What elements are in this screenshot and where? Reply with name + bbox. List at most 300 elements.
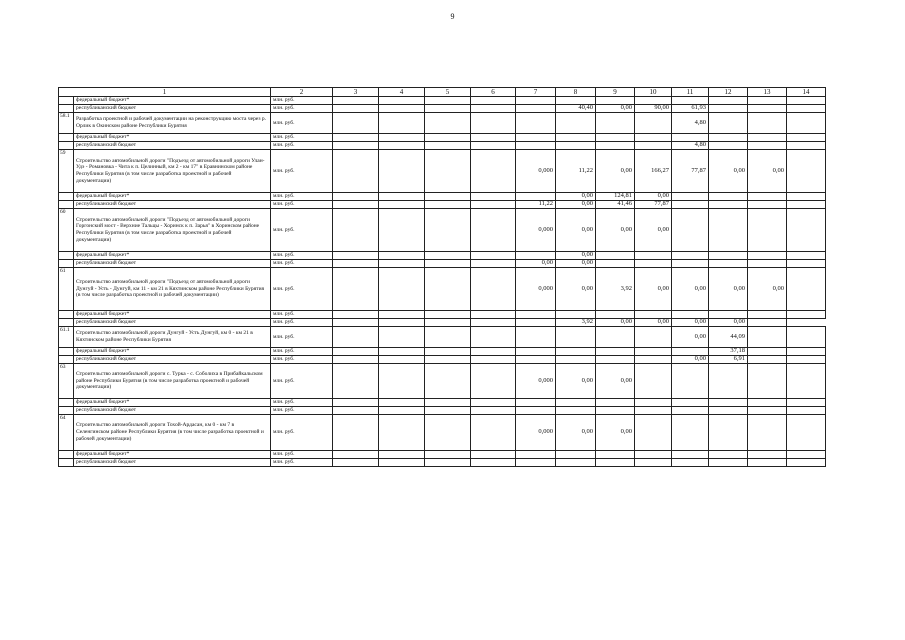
value-cell bbox=[672, 193, 709, 201]
value-cell bbox=[379, 319, 425, 327]
value-cell: 0,00 bbox=[556, 193, 596, 201]
value-cell bbox=[787, 134, 826, 142]
value-cell bbox=[635, 348, 672, 356]
value-cell: 0,00 bbox=[672, 268, 709, 311]
value-cell bbox=[471, 327, 516, 348]
value-cell bbox=[425, 209, 471, 252]
value-cell bbox=[748, 459, 787, 467]
row-number-cell: 64 bbox=[59, 415, 74, 451]
value-cell: 0,00 bbox=[672, 356, 709, 364]
value-cell bbox=[516, 311, 556, 319]
unit-cell: млн. руб. bbox=[271, 415, 333, 451]
value-cell bbox=[333, 348, 379, 356]
value-cell bbox=[787, 150, 826, 193]
unit-cell: млн. руб. bbox=[271, 201, 333, 209]
value-cell bbox=[333, 319, 379, 327]
value-cell: 11,22 bbox=[556, 150, 596, 193]
description-cell: республиканский бюджет bbox=[74, 201, 271, 209]
column-header: 13 bbox=[748, 88, 787, 97]
value-cell bbox=[425, 260, 471, 268]
row-number-cell bbox=[59, 260, 74, 268]
value-cell: 0,00 bbox=[556, 201, 596, 209]
column-header: 3 bbox=[333, 88, 379, 97]
row-number-cell bbox=[59, 319, 74, 327]
table-row bbox=[59, 209, 826, 252]
value-cell bbox=[516, 407, 556, 415]
value-cell: 0,00 bbox=[672, 319, 709, 327]
value-cell bbox=[425, 356, 471, 364]
value-cell bbox=[425, 415, 471, 451]
value-cell bbox=[379, 311, 425, 319]
value-cell bbox=[787, 268, 826, 311]
unit-cell: млн. руб. bbox=[271, 348, 333, 356]
unit-cell: млн. руб. bbox=[271, 356, 333, 364]
row-number-cell: 63 bbox=[59, 364, 74, 399]
value-cell bbox=[709, 415, 748, 451]
unit-cell: млн. руб. bbox=[271, 150, 333, 193]
table-row bbox=[59, 451, 826, 459]
value-cell bbox=[425, 348, 471, 356]
value-cell bbox=[425, 451, 471, 459]
value-cell bbox=[425, 327, 471, 348]
value-cell bbox=[672, 97, 709, 105]
value-cell bbox=[379, 399, 425, 407]
value-cell: 0,00 bbox=[596, 319, 635, 327]
value-cell bbox=[709, 364, 748, 399]
value-cell bbox=[748, 364, 787, 399]
value-cell bbox=[556, 348, 596, 356]
value-cell bbox=[748, 311, 787, 319]
value-cell bbox=[333, 268, 379, 311]
row-number-cell bbox=[59, 459, 74, 467]
row-number-cell bbox=[59, 407, 74, 415]
value-cell bbox=[709, 311, 748, 319]
value-cell bbox=[709, 134, 748, 142]
value-cell bbox=[556, 142, 596, 150]
value-cell bbox=[556, 356, 596, 364]
row-number-cell bbox=[59, 134, 74, 142]
value-cell bbox=[787, 399, 826, 407]
value-cell bbox=[748, 356, 787, 364]
row-number-cell: 61 bbox=[59, 268, 74, 311]
value-cell bbox=[471, 399, 516, 407]
column-header: 11 bbox=[672, 88, 709, 97]
value-cell bbox=[516, 105, 556, 113]
value-cell bbox=[709, 260, 748, 268]
value-cell bbox=[672, 399, 709, 407]
value-cell bbox=[709, 113, 748, 134]
value-cell bbox=[787, 201, 826, 209]
value-cell bbox=[471, 252, 516, 260]
value-cell bbox=[596, 356, 635, 364]
value-cell bbox=[748, 415, 787, 451]
row-number-cell bbox=[59, 348, 74, 356]
description-cell: Строительство автомобильной дороги "Подъезд от автомобильной дороги Горгонский мост - Верхние Тальцы - Хоринск к п. Зарья" в Хоринском районе Республики Бурятия (в том числе разработка проектной и рабочей документации) bbox=[74, 209, 271, 252]
row-number-cell: 61.1 bbox=[59, 327, 74, 348]
value-cell bbox=[672, 260, 709, 268]
value-cell bbox=[333, 252, 379, 260]
value-cell bbox=[556, 399, 596, 407]
budget-table bbox=[58, 87, 826, 467]
description-cell: федеральный бюджет* bbox=[74, 193, 271, 201]
value-cell bbox=[672, 311, 709, 319]
value-cell bbox=[333, 142, 379, 150]
value-cell bbox=[556, 113, 596, 134]
value-cell bbox=[379, 327, 425, 348]
value-cell bbox=[748, 451, 787, 459]
unit-cell: млн. руб. bbox=[271, 105, 333, 113]
table-row bbox=[59, 319, 826, 327]
column-header: 1 bbox=[59, 88, 271, 97]
value-cell bbox=[556, 97, 596, 105]
value-cell bbox=[471, 201, 516, 209]
value-cell bbox=[596, 348, 635, 356]
value-cell bbox=[333, 209, 379, 252]
row-number-cell bbox=[59, 105, 74, 113]
description-cell: федеральный бюджет* bbox=[74, 97, 271, 105]
value-cell bbox=[748, 209, 787, 252]
column-header: 12 bbox=[709, 88, 748, 97]
value-cell bbox=[635, 459, 672, 467]
unit-cell: млн. руб. bbox=[271, 407, 333, 415]
value-cell: 0,00 bbox=[556, 415, 596, 451]
column-header: 10 bbox=[635, 88, 672, 97]
column-header: 5 bbox=[425, 88, 471, 97]
value-cell: 4,80 bbox=[672, 113, 709, 134]
description-cell: федеральный бюджет* bbox=[74, 134, 271, 142]
value-cell: 0,000 bbox=[516, 364, 556, 399]
value-cell bbox=[635, 415, 672, 451]
value-cell bbox=[635, 252, 672, 260]
value-cell: 3,92 bbox=[556, 319, 596, 327]
unit-cell: млн. руб. bbox=[271, 364, 333, 399]
value-cell bbox=[425, 319, 471, 327]
value-cell bbox=[379, 451, 425, 459]
value-cell bbox=[787, 348, 826, 356]
value-cell bbox=[471, 150, 516, 193]
table-row bbox=[59, 415, 826, 451]
value-cell bbox=[709, 451, 748, 459]
value-cell bbox=[471, 134, 516, 142]
value-cell bbox=[672, 407, 709, 415]
value-cell bbox=[425, 142, 471, 150]
value-cell bbox=[748, 319, 787, 327]
table-header-row bbox=[59, 88, 826, 97]
value-cell bbox=[635, 399, 672, 407]
value-cell: 0,00 bbox=[596, 150, 635, 193]
value-cell bbox=[379, 268, 425, 311]
table-row bbox=[59, 407, 826, 415]
value-cell bbox=[333, 97, 379, 105]
value-cell bbox=[748, 252, 787, 260]
unit-cell: млн. руб. bbox=[271, 451, 333, 459]
value-cell: 0,00 bbox=[635, 268, 672, 311]
value-cell bbox=[379, 150, 425, 193]
value-cell bbox=[596, 260, 635, 268]
column-header: 6 bbox=[471, 88, 516, 97]
value-cell bbox=[471, 319, 516, 327]
value-cell bbox=[471, 209, 516, 252]
row-number-cell: 60 bbox=[59, 209, 74, 252]
value-cell bbox=[787, 311, 826, 319]
value-cell bbox=[333, 113, 379, 134]
value-cell bbox=[672, 364, 709, 399]
table-row bbox=[59, 327, 826, 348]
value-cell: 11,22 bbox=[516, 201, 556, 209]
value-cell bbox=[635, 327, 672, 348]
table-row bbox=[59, 356, 826, 364]
row-number-cell bbox=[59, 356, 74, 364]
value-cell bbox=[379, 134, 425, 142]
unit-cell: млн. руб. bbox=[271, 97, 333, 105]
value-cell bbox=[425, 193, 471, 201]
row-number-cell: 58.1 bbox=[59, 113, 74, 134]
unit-cell: млн. руб. bbox=[271, 113, 333, 134]
table-row bbox=[59, 201, 826, 209]
value-cell bbox=[787, 105, 826, 113]
description-cell: Разработка проектной и рабочей документации на реконструкцию моста через р. Орлик в Окинском районе Республики Бурятия bbox=[74, 113, 271, 134]
value-cell bbox=[425, 97, 471, 105]
value-cell bbox=[333, 150, 379, 193]
value-cell bbox=[672, 201, 709, 209]
value-cell bbox=[635, 311, 672, 319]
value-cell bbox=[748, 399, 787, 407]
value-cell bbox=[425, 252, 471, 260]
value-cell bbox=[787, 364, 826, 399]
row-number-cell: 59 bbox=[59, 150, 74, 193]
value-cell bbox=[471, 97, 516, 105]
description-cell: Строительство автомобильной дороги с. Турка - с. Соболиха в Прибайкальском районе Республики Бурятия (в том числе разработка проектной и рабочей документации) bbox=[74, 364, 271, 399]
value-cell: 0,00 bbox=[748, 150, 787, 193]
value-cell bbox=[787, 407, 826, 415]
value-cell bbox=[556, 327, 596, 348]
value-cell bbox=[635, 134, 672, 142]
table-row bbox=[59, 193, 826, 201]
description-cell: республиканский бюджет bbox=[74, 459, 271, 467]
value-cell bbox=[748, 348, 787, 356]
value-cell bbox=[516, 97, 556, 105]
table-row bbox=[59, 459, 826, 467]
value-cell bbox=[379, 193, 425, 201]
value-cell bbox=[425, 105, 471, 113]
value-cell bbox=[787, 459, 826, 467]
value-cell bbox=[471, 451, 516, 459]
value-cell bbox=[709, 209, 748, 252]
value-cell: 0,000 bbox=[516, 209, 556, 252]
value-cell bbox=[379, 348, 425, 356]
description-cell: Строительство автомобильной дороги Тохой-Ардасан, км 0 - км 7 в Селенгинском районе Республики Бурятия (в том числе разработка проектной и рабочей документации) bbox=[74, 415, 271, 451]
page-number: 9 bbox=[450, 12, 455, 21]
description-cell: республиканский бюджет bbox=[74, 356, 271, 364]
value-cell: 40,40 bbox=[556, 105, 596, 113]
value-cell bbox=[709, 97, 748, 105]
value-cell bbox=[379, 252, 425, 260]
value-cell bbox=[787, 142, 826, 150]
row-number-cell bbox=[59, 97, 74, 105]
value-cell bbox=[333, 105, 379, 113]
value-cell bbox=[709, 399, 748, 407]
value-cell bbox=[748, 134, 787, 142]
value-cell bbox=[787, 356, 826, 364]
description-cell: федеральный бюджет* bbox=[74, 348, 271, 356]
value-cell: 3,92 bbox=[596, 268, 635, 311]
value-cell bbox=[596, 399, 635, 407]
unit-cell: млн. руб. bbox=[271, 399, 333, 407]
value-cell: 0,00 bbox=[709, 150, 748, 193]
value-cell: 0,00 bbox=[596, 364, 635, 399]
value-cell bbox=[379, 209, 425, 252]
row-number-cell bbox=[59, 193, 74, 201]
table-row bbox=[59, 260, 826, 268]
value-cell bbox=[425, 407, 471, 415]
value-cell: 90,00 bbox=[635, 105, 672, 113]
value-cell bbox=[471, 356, 516, 364]
description-cell: федеральный бюджет* bbox=[74, 451, 271, 459]
value-cell: 44,09 bbox=[709, 327, 748, 348]
row-number-cell bbox=[59, 201, 74, 209]
unit-cell: млн. руб. bbox=[271, 193, 333, 201]
value-cell bbox=[471, 113, 516, 134]
column-header: 8 bbox=[556, 88, 596, 97]
value-cell bbox=[748, 201, 787, 209]
value-cell bbox=[748, 113, 787, 134]
value-cell: 6,91 bbox=[709, 356, 748, 364]
value-cell: 0,00 bbox=[516, 260, 556, 268]
value-cell bbox=[379, 356, 425, 364]
value-cell bbox=[333, 451, 379, 459]
value-cell: 166,27 bbox=[635, 150, 672, 193]
row-number-cell bbox=[59, 311, 74, 319]
value-cell bbox=[425, 113, 471, 134]
value-cell bbox=[635, 113, 672, 134]
value-cell bbox=[333, 459, 379, 467]
value-cell: 0,00 bbox=[672, 327, 709, 348]
value-cell bbox=[672, 134, 709, 142]
unit-cell: млн. руб. bbox=[271, 252, 333, 260]
value-cell bbox=[516, 319, 556, 327]
value-cell bbox=[471, 311, 516, 319]
value-cell: 0,00 bbox=[596, 415, 635, 451]
value-cell: 0,00 bbox=[635, 193, 672, 201]
value-cell bbox=[471, 415, 516, 451]
table-row bbox=[59, 268, 826, 311]
value-cell bbox=[379, 459, 425, 467]
value-cell bbox=[516, 348, 556, 356]
value-cell bbox=[596, 97, 635, 105]
value-cell bbox=[333, 260, 379, 268]
value-cell bbox=[596, 311, 635, 319]
column-header: 14 bbox=[787, 88, 826, 97]
table-row bbox=[59, 311, 826, 319]
value-cell bbox=[516, 193, 556, 201]
value-cell bbox=[333, 407, 379, 415]
value-cell: 0,000 bbox=[516, 415, 556, 451]
value-cell bbox=[709, 459, 748, 467]
value-cell bbox=[596, 451, 635, 459]
value-cell bbox=[709, 252, 748, 260]
column-header: 9 bbox=[596, 88, 635, 97]
value-cell bbox=[748, 193, 787, 201]
value-cell bbox=[425, 459, 471, 467]
value-cell bbox=[596, 407, 635, 415]
value-cell bbox=[635, 356, 672, 364]
value-cell bbox=[635, 364, 672, 399]
value-cell bbox=[516, 134, 556, 142]
table-row bbox=[59, 348, 826, 356]
value-cell bbox=[596, 142, 635, 150]
value-cell bbox=[787, 97, 826, 105]
unit-cell: млн. руб. bbox=[271, 319, 333, 327]
value-cell bbox=[748, 105, 787, 113]
value-cell bbox=[672, 252, 709, 260]
value-cell bbox=[709, 193, 748, 201]
value-cell bbox=[333, 399, 379, 407]
value-cell bbox=[471, 348, 516, 356]
value-cell bbox=[709, 201, 748, 209]
value-cell bbox=[425, 399, 471, 407]
unit-cell: млн. руб. bbox=[271, 459, 333, 467]
table-row bbox=[59, 399, 826, 407]
value-cell bbox=[379, 142, 425, 150]
unit-cell: млн. руб. bbox=[271, 142, 333, 150]
value-cell bbox=[635, 97, 672, 105]
table-row bbox=[59, 134, 826, 142]
description-cell: федеральный бюджет* bbox=[74, 311, 271, 319]
value-cell: 0,00 bbox=[709, 268, 748, 311]
value-cell bbox=[379, 113, 425, 134]
value-cell bbox=[787, 260, 826, 268]
table-row bbox=[59, 364, 826, 399]
value-cell bbox=[333, 134, 379, 142]
value-cell bbox=[379, 415, 425, 451]
value-cell bbox=[333, 327, 379, 348]
value-cell bbox=[787, 113, 826, 134]
value-cell bbox=[787, 209, 826, 252]
value-cell bbox=[709, 142, 748, 150]
value-cell bbox=[516, 459, 556, 467]
unit-cell: млн. руб. bbox=[271, 327, 333, 348]
value-cell bbox=[748, 260, 787, 268]
value-cell: 124,81 bbox=[596, 193, 635, 201]
value-cell bbox=[556, 407, 596, 415]
value-cell bbox=[425, 364, 471, 399]
unit-cell: млн. руб. bbox=[271, 134, 333, 142]
value-cell: 0,00 bbox=[556, 364, 596, 399]
value-cell bbox=[471, 459, 516, 467]
value-cell bbox=[516, 399, 556, 407]
value-cell bbox=[425, 201, 471, 209]
value-cell bbox=[425, 268, 471, 311]
value-cell: 4,80 bbox=[672, 142, 709, 150]
value-cell bbox=[556, 134, 596, 142]
description-cell: республиканский бюджет bbox=[74, 260, 271, 268]
value-cell bbox=[635, 142, 672, 150]
value-cell bbox=[787, 193, 826, 201]
value-cell bbox=[596, 113, 635, 134]
unit-cell: млн. руб. bbox=[271, 260, 333, 268]
value-cell bbox=[672, 459, 709, 467]
value-cell bbox=[425, 134, 471, 142]
value-cell bbox=[471, 193, 516, 201]
description-cell: федеральный бюджет* bbox=[74, 399, 271, 407]
value-cell: 0,00 bbox=[556, 252, 596, 260]
value-cell bbox=[709, 407, 748, 415]
value-cell bbox=[379, 97, 425, 105]
value-cell bbox=[787, 415, 826, 451]
value-cell: 0,00 bbox=[556, 209, 596, 252]
unit-cell: млн. руб. bbox=[271, 268, 333, 311]
value-cell bbox=[471, 105, 516, 113]
